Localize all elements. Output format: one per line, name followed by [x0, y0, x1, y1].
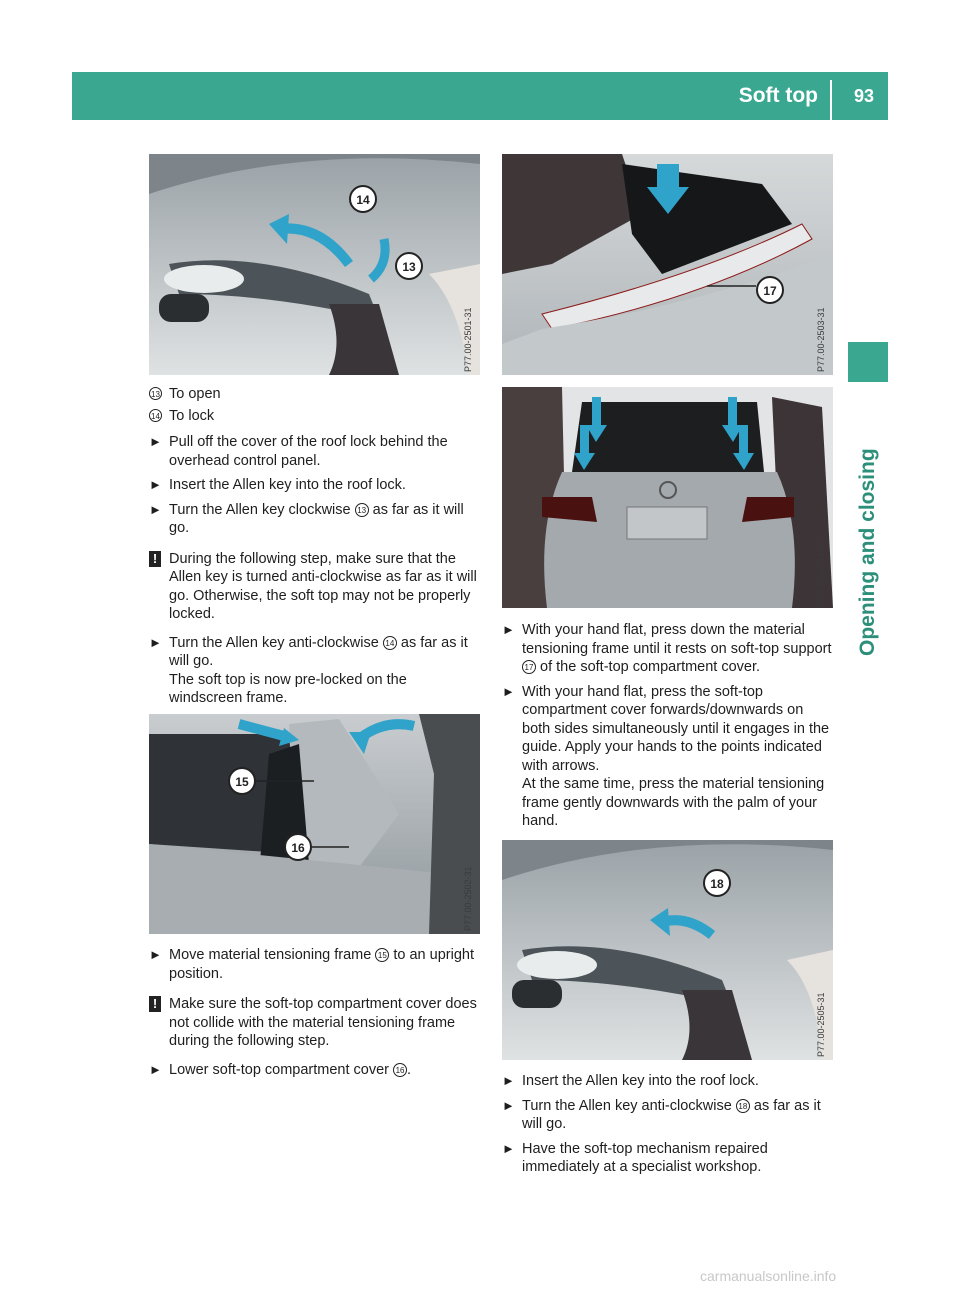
result-note: The soft top is now pre-locked on the windscreen frame.: [169, 671, 407, 706]
warning-note: ! Make sure the soft-top compartment cover does not collide with the material tensioning frame during the following step.: [149, 995, 480, 1051]
reference-number: 14: [383, 636, 397, 650]
step-arrow-icon: ►: [149, 477, 162, 492]
page-header: [72, 72, 888, 120]
warning-icon: !: [149, 551, 161, 567]
callout-18: 18: [710, 877, 724, 891]
legend-item: [149, 407, 480, 426]
instruction-step: ► With your hand flat, press down the material tensioning frame until it rests on soft-top support 17 of the soft-top compartment cover.: [502, 622, 832, 675]
header-divider: [830, 80, 832, 120]
step-arrow-icon: ►: [149, 947, 162, 962]
instruction-step: ► Move material tensioning frame 15 to an upright position.: [149, 947, 474, 982]
chapter-title: Opening and closing: [856, 448, 879, 656]
section-title: Soft top: [738, 84, 818, 107]
legend-number: 13: [149, 387, 162, 400]
step-arrow-icon: ►: [149, 434, 162, 449]
figure-press-frame: [502, 154, 833, 375]
instruction-step: ► Pull off the cover of the roof lock behind the overhead control panel.: [149, 434, 448, 469]
figure-code: P77.00-2505-31: [816, 992, 826, 1057]
figure-code: P77.00-2504-31: [816, 540, 826, 605]
instruction-step: ► Insert the Allen key into the roof lock.: [149, 477, 406, 493]
legend-number: 14: [149, 409, 162, 422]
instruction-step: ► Turn the Allen key anti-clockwise 14 as far as it will go. The soft top is now pre-locked on the windscreen frame.: [149, 634, 480, 708]
callout-15: 15: [235, 775, 249, 789]
callout-17: 17: [763, 284, 777, 298]
instruction-step: ► Have the soft-top mechanism repaired immediately at a specialist workshop.: [502, 1140, 768, 1175]
step-arrow-icon: ►: [502, 683, 515, 699]
watermark: carmanualsonline.info: [700, 1268, 837, 1284]
instruction-step: ► With your hand flat, press the soft-top compartment cover forwards/downwards on both sides simultaneously until it engages in the guide. Apply your hands to the points indicated with arrows. At the same time, press the material tensioning frame gently downwards with the palm of your hand.: [502, 683, 833, 831]
figure-press-cover: [502, 387, 833, 608]
instruction-step: ► Turn the Allen key anti-clockwise 18 as far as it will go.: [502, 1097, 821, 1132]
figure-code: P77.00-2502-31: [463, 866, 473, 931]
right-column-upper: [502, 621, 833, 837]
reference-number: 18: [736, 1099, 750, 1113]
step-arrow-icon: ►: [502, 1140, 515, 1156]
step-arrow-icon: ►: [149, 634, 162, 650]
figure-roof-lock: [149, 154, 480, 375]
step-arrow-icon: ►: [149, 1061, 162, 1077]
step-arrow-icon: ►: [502, 1097, 515, 1113]
warning-note: ! During the following step, make sure that the Allen key is turned anti-clockwise as far as it will go. Otherwise, the soft top may not be properly locked.: [149, 550, 480, 624]
instruction-step: ► Insert the Allen key into the roof lock.: [502, 1073, 759, 1089]
step-arrow-icon: ►: [502, 1073, 515, 1088]
instruction-step: ► Turn the Allen key clockwise 13 as far as it will go.: [149, 501, 464, 536]
legend-text: To open: [169, 386, 221, 402]
left-column-lower: [149, 946, 480, 1085]
legend-item: [149, 385, 480, 404]
callout-16: 16: [291, 841, 305, 855]
callout-13: 13: [402, 260, 416, 274]
reference-number: 15: [375, 948, 389, 962]
callout-14: 14: [356, 193, 370, 207]
figure-code: P77.00-2503-31: [816, 307, 826, 372]
step-arrow-icon: ►: [502, 622, 515, 637]
figure-tensioning-frame: [149, 714, 480, 934]
warning-icon: !: [149, 996, 161, 1012]
reference-number: 13: [355, 503, 369, 517]
step-arrow-icon: ►: [149, 501, 162, 517]
figure-code: P77.00-2501-31: [463, 307, 473, 372]
left-column-upper: [149, 385, 480, 714]
right-column-lower: [502, 1072, 833, 1183]
page-number: 93: [853, 86, 874, 106]
legend-text: To lock: [169, 407, 215, 424]
instruction-step: ► Lower soft-top compartment cover 16 .: [149, 1061, 412, 1078]
figure-roof-lock-emergency: [502, 840, 833, 1060]
additional-note: At the same time, press the material tensioning frame gently downwards with the palm of your hand.: [522, 776, 825, 829]
reference-number: 16: [393, 1063, 407, 1077]
reference-number: 17: [522, 660, 536, 674]
